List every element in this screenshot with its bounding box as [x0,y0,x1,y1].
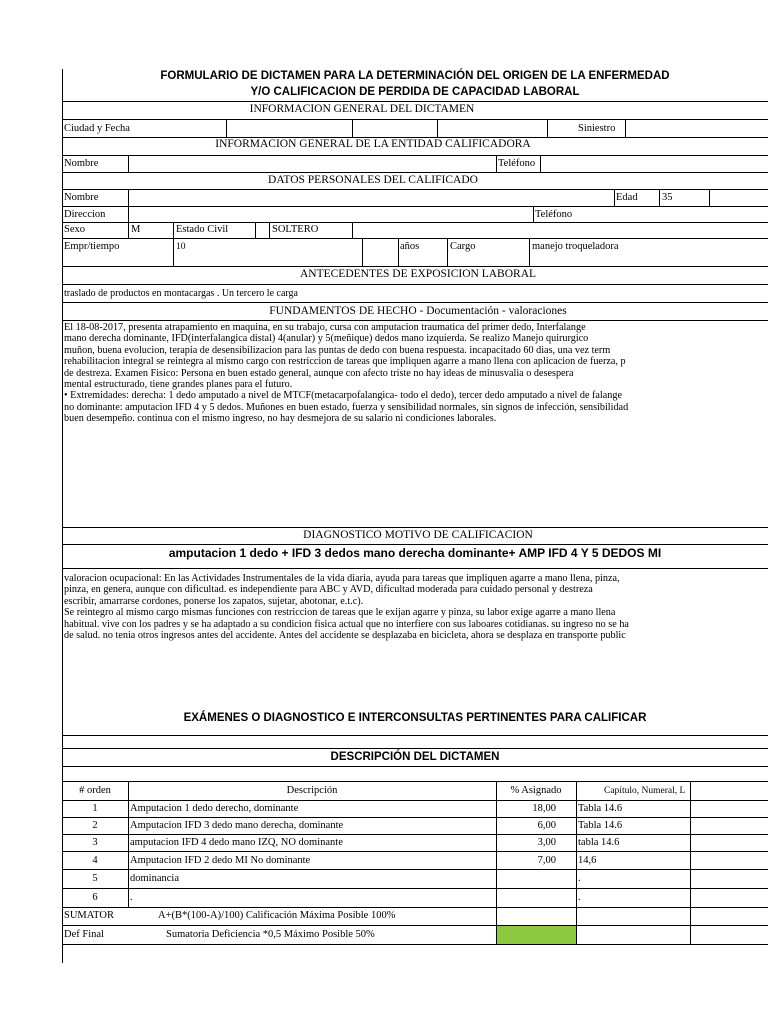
facts-line: mano derecha dominante, IFD(interfalangica distal) 4(anular) y 5(meñique) dedos mano izquierda. Se realizo Manejo quirurgico [64,333,589,345]
person-phone-label: Teléfono [535,209,573,220]
row-assigned: 18,00 [532,803,556,814]
general-info-section: INFORMACION GENERAL DEL DICTAMEN [249,103,475,115]
diagnosis-line: Se reintegro al mismo cargo mismas funciones con restriccion de tareas que le exijan agarre y pinza, su labor exige agarre a mano llena [64,607,616,619]
facts-section: FUNDAMENTOS DE HECHO - Documentación - valoraciones [269,305,567,317]
age-label: Edad [616,192,638,203]
facts-line: rehabilitacion integral se reintegra al mismo cargo con restriccion de tareas que impliquen agarre a mano llena con aplicacion de fuerza, p [64,356,626,368]
row-chapter: 14,6 [578,855,597,866]
final-label: Def Final [64,929,104,940]
row-order: 6 [92,892,98,903]
row-description: Amputacion 1 dedo derecho, dominante [130,803,299,814]
dictamen-section: DESCRIPCIÓN DEL DICTAMEN [330,751,500,763]
row-order: 4 [92,855,98,866]
col-header-chapter: Capítulo, Numeral, L [604,786,686,796]
sex-label: Sexo [64,224,85,235]
facts-line: buen desempeño. continua con el mismo ingreso, no hay desmejora de su salario ni condiciones laborales. [64,413,497,425]
row-assigned: 3,00 [537,837,556,848]
col-header-assigned: % Asignado [510,785,562,796]
facts-line: • Extremidades: derecha: 1 dedo amputado a nivel de MTCF(metacarpofalangica- todo el dedo), tercer dedo amputado a nivel de falange [64,390,622,402]
facts-line: El 18-08-2017, presenta atrapamiento en maquina, en su trabajo, cursa con amputacion traumatica del primer dedo, Interfalange [64,322,586,333]
siniestro-label: Siniestro [578,123,616,134]
facts-line: no dominante: amputacion IFD 4 y 5 dedos. Muñones en buen estado, fuerza y sensibilidad normales, sin signos de infección, sensibilidad [64,401,629,413]
exposure-section: ANTECEDENTES DE EXPOSICION LABORAL [299,268,537,280]
row-assigned: 6,00 [537,820,556,831]
final-value-cell [497,926,576,944]
row-description: amputacion IFD 4 dedo mano IZQ, NO dominante [130,837,343,848]
facts-line: muñon, buena evolucion, terapia de desensibilizacion para las puntas de dedo con buena respuesta. incapacitado 60 dias, una vez term [64,344,611,356]
employer-label: Empr/tiempo [64,241,120,252]
row-chapter: . [578,873,581,884]
diagnosis-section: DIAGNOSTICO MOTIVO DE CALIFICACION [303,529,533,541]
row-chapter: Tabla 14.6 [578,803,623,814]
diagnosis-line: pinza, en genera, aunque con dificultad. es independiente para ABC y AVD, dificultad moderada para cuidado personal y destreza [64,584,593,596]
row-order: 2 [92,820,98,831]
diagnosis-line: habitual. vive con los padres y se ha adaptado a su condicion fisica actual que no interfiere con sus laboares cotidianas. su ingreso no se ha [64,618,629,630]
row-order: 3 [92,837,98,848]
facts-paragraph [64,322,768,425]
row-description: Amputacion IFD 2 dedo MI No dominante [130,855,311,866]
sumator-formula: A+(B*(100-A)/100) Calificación Máxima Posible 100% [158,910,396,921]
row-chapter: . [578,892,581,903]
row-assigned: 7,00 [537,855,556,866]
civil-status-label: Estado Civil [176,224,229,235]
entity-phone-label: Teléfono [498,158,536,169]
diagnosis-line: escribir, amarrarse cordones, ponerse los zapatos, sujetar, abotonar, e.t.c). [64,595,364,607]
age-value: 35 [662,192,673,203]
diagnosis-main: amputacion 1 dedo + IFD 3 dedos mano derecha dominante+ AMP IFD 4 Y 5 DEDOS MI [168,546,662,560]
personal-data-section: DATOS PERSONALES DEL CALIFICADO [268,174,478,186]
sumator-label: SUMATOR [64,910,114,921]
position-value: manejo troqueladora [532,241,619,252]
exams-section: EXÁMENES O DIAGNOSTICO E INTERCONSULTAS PERTINENTES PARA CALIFICAR [183,712,647,724]
final-formula: Sumatoria Deficiencia *0,5 Máximo Posible 50% [166,929,375,940]
row-description: Amputacion IFD 3 dedo mano derecha, dominante [130,820,344,831]
row-description: dominancia [130,873,179,884]
col-header-description: Descripción [286,785,338,796]
exposure-text: traslado de productos en montacargas . Un tercero le carga [64,288,298,299]
row-order: 5 [92,873,98,884]
city-date-label: Ciudad y Fecha [64,123,130,134]
address-label: Direccion [64,209,106,220]
person-name-label: Nombre [64,192,99,203]
civil-status-value: SOLTERO [272,224,319,235]
diagnosis-line: de salud. no tenia otros ingresos antes del accidente. Antes del accidente se desplazaba en bicicleta, ahora se desplaza en transporte public [64,630,626,642]
sex-value: M [131,224,141,235]
form-title-line2: Y/O CALIFICACION DE PERDIDA DE CAPACIDAD LABORAL [250,86,580,98]
diagnosis-paragraph [64,573,768,641]
row-description: . [130,892,133,903]
col-header-order: # orden [79,785,111,796]
diagnosis-line: valoracion ocupacional: En las Actividades Instrumentales de la vida diaria, ayuda para tareas que impliquen agarre a mano llena, pinza, [64,573,620,584]
form-title-line1: FORMULARIO DE DICTAMEN PARA LA DETERMINACIÓN DEL ORIGEN DE LA ENFERMEDAD [160,70,670,82]
employer-value: 10 [176,242,186,252]
entity-info-section: INFORMACION GENERAL DE LA ENTIDAD CALIFICADORA [215,138,531,150]
years-label: años [400,241,420,252]
row-chapter: tabla 14.6 [578,837,620,848]
facts-line: mental estructurado, tiene grandes planes para el futuro. [64,379,293,391]
facts-line: de destreza. Examen Fisico: Persona en buen estado general, aunque con afecto triste no hay ideas de minusvalia o desespera [64,367,574,379]
position-label: Cargo [450,241,476,252]
row-order: 1 [92,803,98,814]
entity-name-label: Nombre [64,158,99,169]
row-chapter: Tabla 14.6 [578,820,623,831]
